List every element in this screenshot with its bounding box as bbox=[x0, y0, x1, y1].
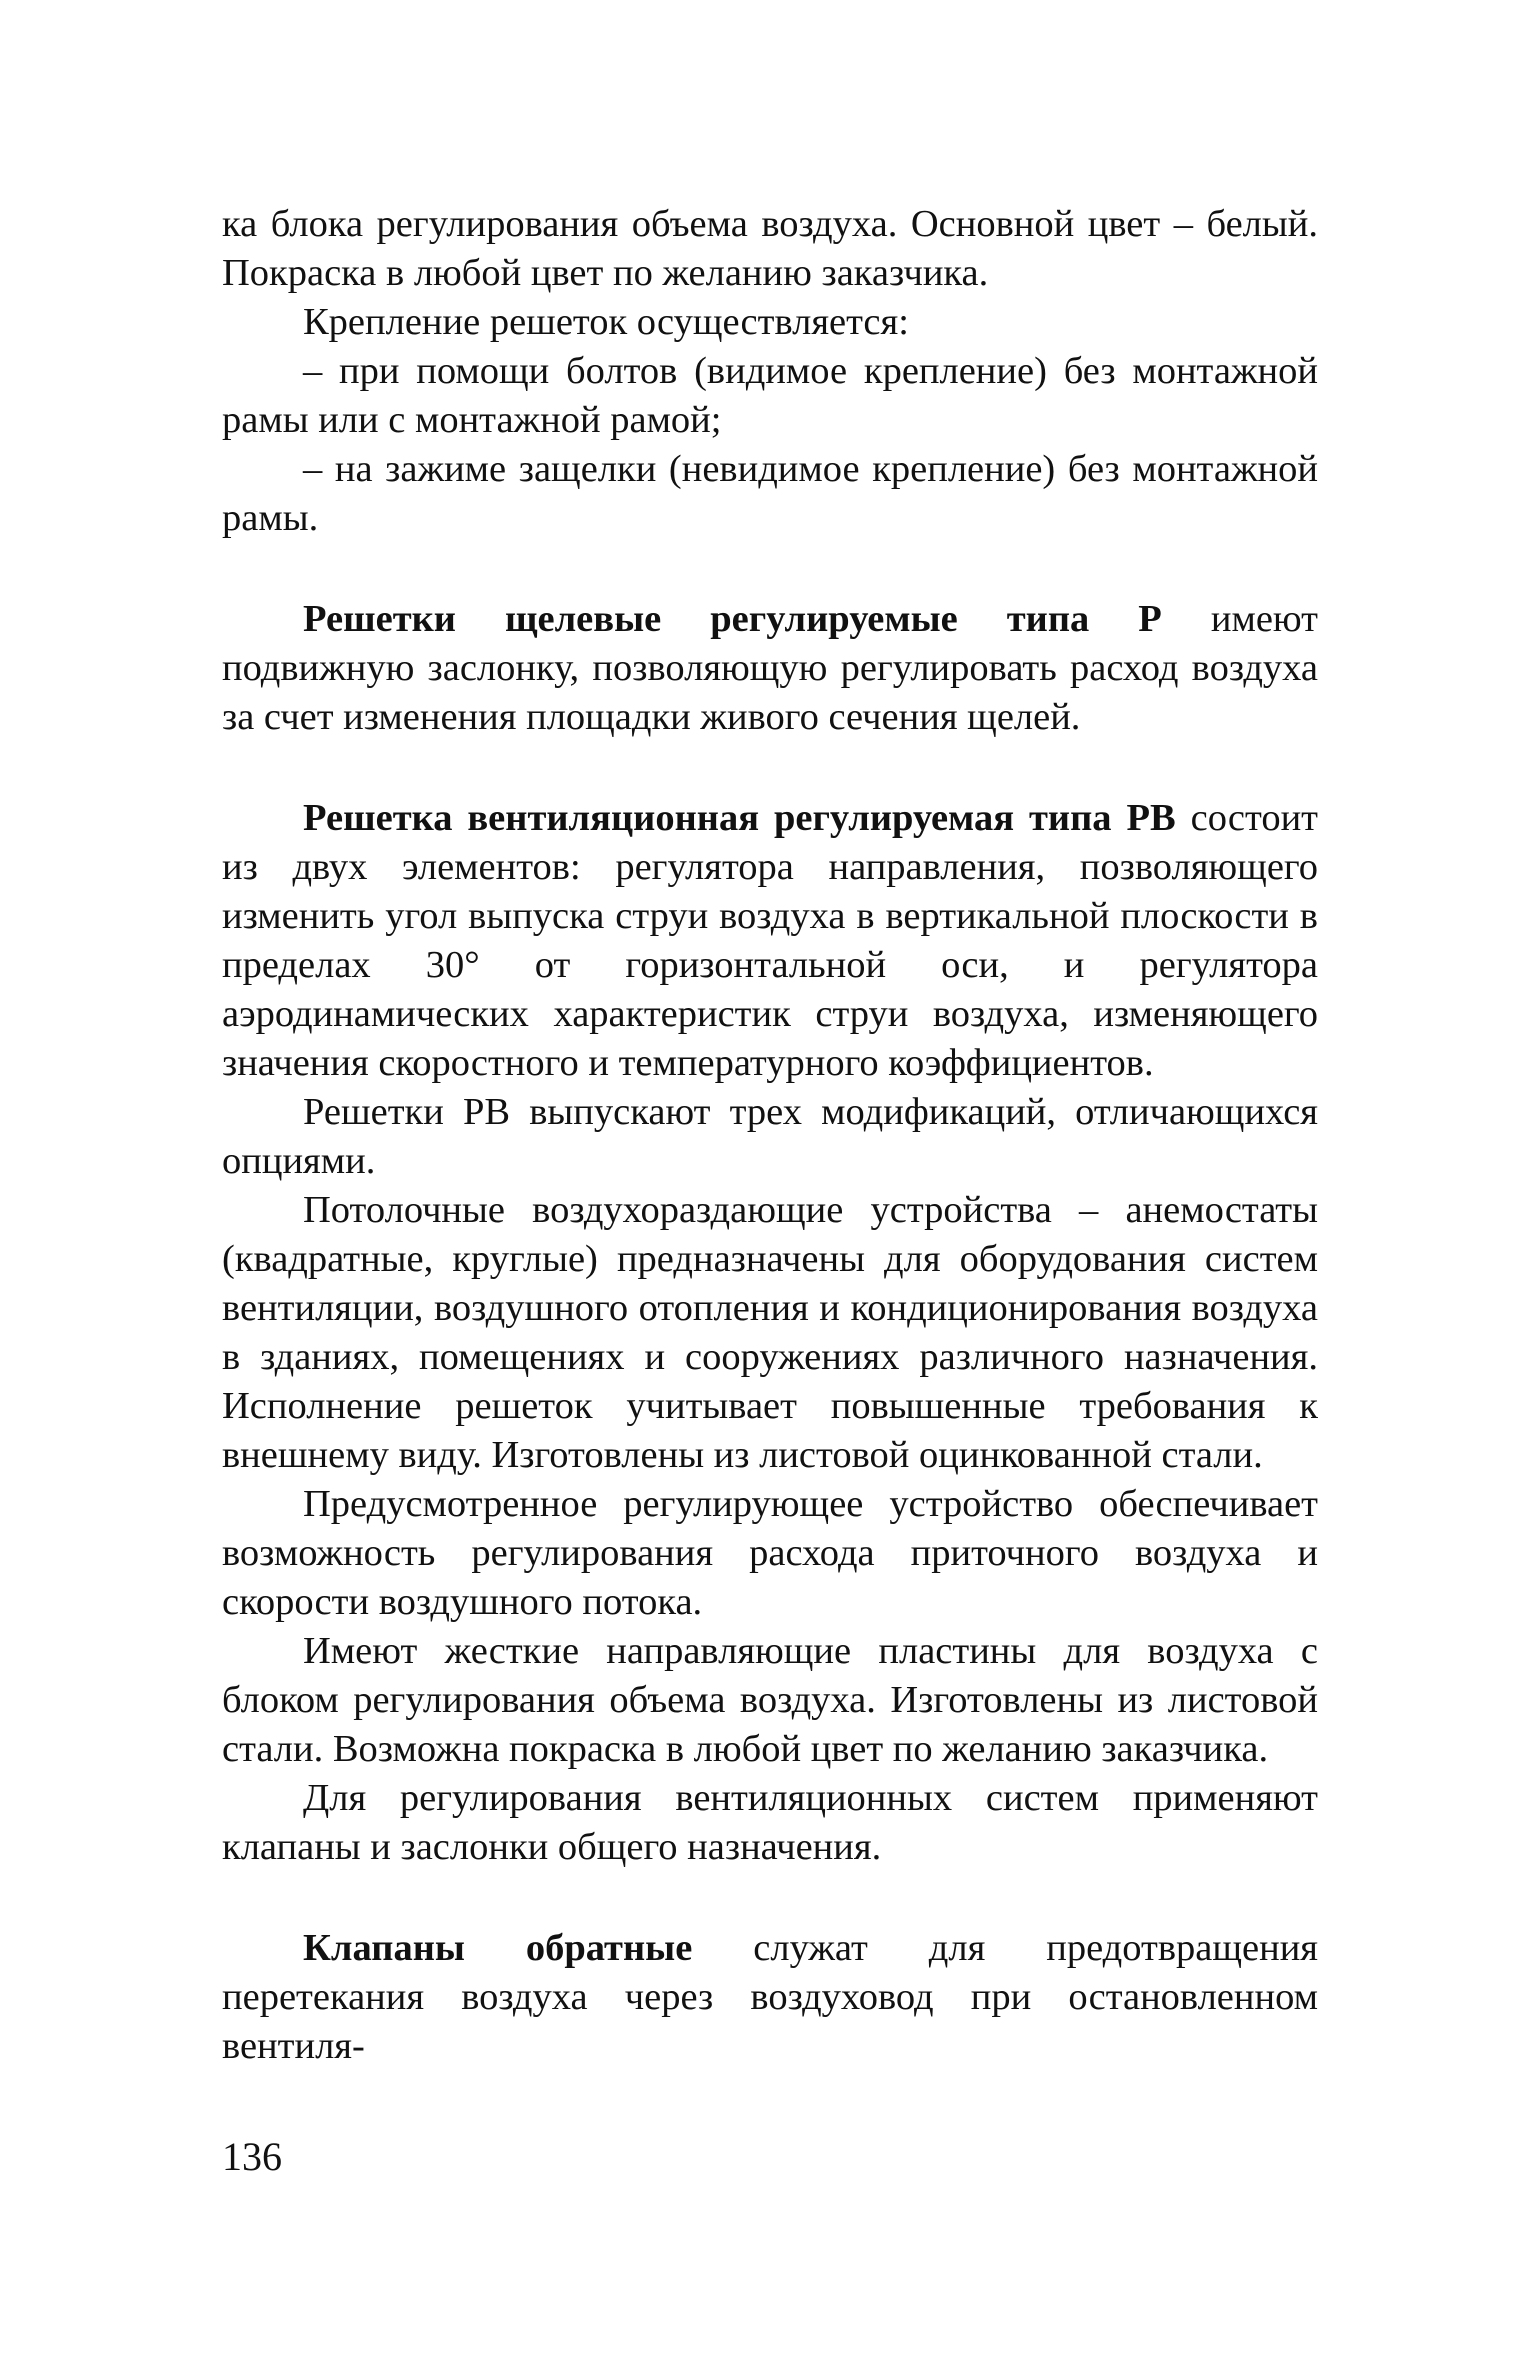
page-number: 136 bbox=[222, 2134, 282, 2179]
paragraph-text: Имеют жесткие направляющие пластины для воздуха с блоком регулирования объема воздуха. Изготовлены из листовой стали. Возможна покраска в любой цвет по желанию заказчика. bbox=[222, 1630, 1318, 1770]
paragraph-text: Решетки РВ выпускают трех модификаций, отличающихся опциями. bbox=[222, 1091, 1318, 1182]
paragraph-guide-plates bbox=[222, 1627, 1318, 1774]
paragraph-slot-grilles bbox=[222, 595, 1318, 742]
paragraph-text: Потолочные воздухораздающие устройства – анемостаты (квадратные, круглые) предназначены для оборудования систем вентиляции, воздушного отопления и кондиционирования воздуха в зданиях, помещениях и сооружениях различного назначения. Исполнение решеток учитывает повышенные требования к внешнему виду. Изготовлены из листовой оцинкованной стали. bbox=[222, 1189, 1318, 1476]
paragraph-text: состоит из двух элементов: регулятора направления, позволяющего изменить угол выпуска струи воздуха в вертикальной плоскости в пределах 30° от горизонтальной оси, и регулятора аэродинамических характеристик струи воздуха, изменяющего значения скоростного и температурного коэффициентов. bbox=[222, 797, 1318, 1084]
term-heading: Решетка вентиляционная регулируемая типа РВ bbox=[303, 797, 1176, 839]
paragraph-rv-modifications bbox=[222, 1088, 1318, 1186]
paragraph-text: Предусмотренное регулирующее устройство обеспечивает возможность регулирования расхода приточного воздуха и скорости воздушного потока. bbox=[222, 1483, 1318, 1623]
paragraph-continuation bbox=[222, 200, 1318, 298]
list-item-latch bbox=[222, 445, 1318, 543]
paragraph-text: ка блока регулирования объема воздуха. Основной цвет – белый. Покраска в любой цвет по желанию заказчика. bbox=[222, 203, 1318, 294]
list-item-bolts bbox=[222, 347, 1318, 445]
paragraph-rv-grille bbox=[222, 794, 1318, 1088]
paragraph-text: Крепление решеток осуществляется: bbox=[303, 301, 909, 343]
paragraph-text: имеют подвижную заслонку, позволяющую регулировать расход воздуха за счет изменения площадки живого сечения щелей. bbox=[222, 598, 1318, 738]
body-text bbox=[222, 200, 1318, 2071]
paragraph-fastening-intro bbox=[222, 298, 1318, 347]
term-heading: Решетки щелевые регулируемые типа Р bbox=[303, 598, 1162, 640]
paragraph-anemostats bbox=[222, 1186, 1318, 1480]
paragraph-check-valves bbox=[222, 1924, 1318, 2071]
paragraph-valves-intro bbox=[222, 1774, 1318, 1872]
paragraph-regulating-device bbox=[222, 1480, 1318, 1627]
paragraph-text: – на зажиме защелки (невидимое крепление) без монтажной рамы. bbox=[222, 448, 1318, 539]
paragraph-text: Для регулирования вентиляционных систем применяют клапаны и заслонки общего назначения. bbox=[222, 1777, 1318, 1868]
paragraph-text: – при помощи болтов (видимое крепление) без монтажной рамы или с монтажной рамой; bbox=[222, 350, 1318, 441]
paragraph-text: служат для предотвращения перетекания воздуха через воздуховод при остановленном вентиля- bbox=[222, 1927, 1319, 2067]
term-heading: Клапаны обратные bbox=[303, 1927, 693, 1969]
